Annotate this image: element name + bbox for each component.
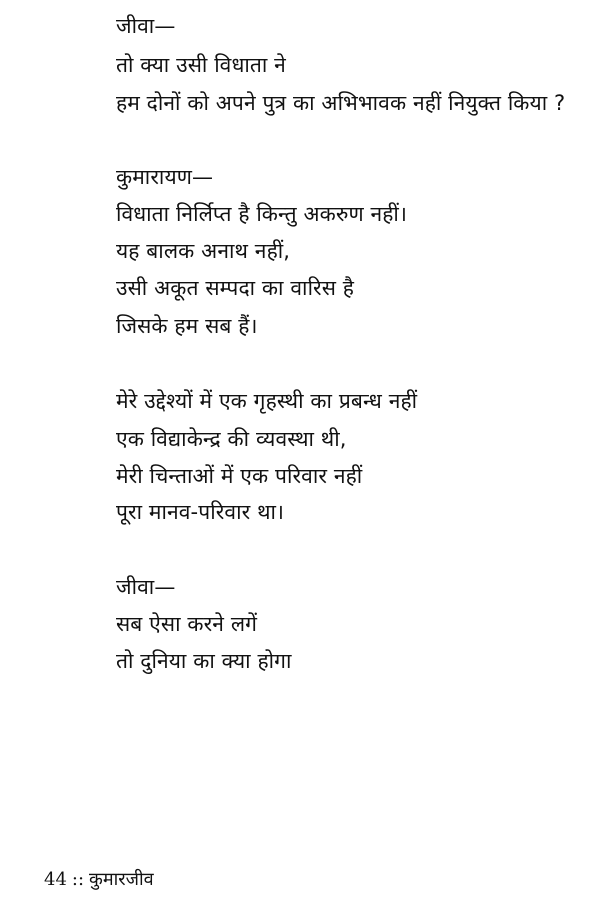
poem-line: हम दोनों को अपने पुत्र का अभिभावक नहीं नियुक्त किया ?: [116, 91, 566, 115]
speaker-label: जीवा—: [116, 14, 176, 38]
poem-line: जिसके हम सब हैं।: [116, 314, 258, 338]
poem-line: उसी अकूत सम्पदा का वारिस है: [116, 276, 355, 300]
poem-line: मेरे उद्देश्यों में एक गृहस्थी का प्रबन्ध नहीं: [116, 389, 418, 413]
page-number: 44: [44, 869, 67, 890]
poem-line: सब ऐसा करने लगें: [116, 612, 258, 636]
speaker-label: जीवा—: [116, 575, 176, 599]
poem-line: मेरी चिन्ताओं में एक परिवार नहीं: [116, 464, 363, 488]
book-title: कुमारजीव: [89, 869, 154, 890]
poem-line: विधाता निर्लिप्त है किन्तु अकरुण नहीं।: [116, 202, 408, 226]
poem-line: तो दुनिया का क्या होगा: [116, 649, 292, 673]
poem-line: एक विद्याकेन्द्र की व्यवस्था थी,: [116, 427, 347, 451]
poem-line: पूरा मानव-परिवार था।: [116, 500, 285, 524]
footer-separator: ::: [71, 869, 85, 890]
poem-line: यह बालक अनाथ नहीं,: [116, 239, 291, 263]
page-footer: [44, 868, 154, 892]
poem-line: तो क्या उसी विधाता ने: [116, 53, 286, 77]
speaker-label: कुमारायण—: [116, 165, 214, 189]
